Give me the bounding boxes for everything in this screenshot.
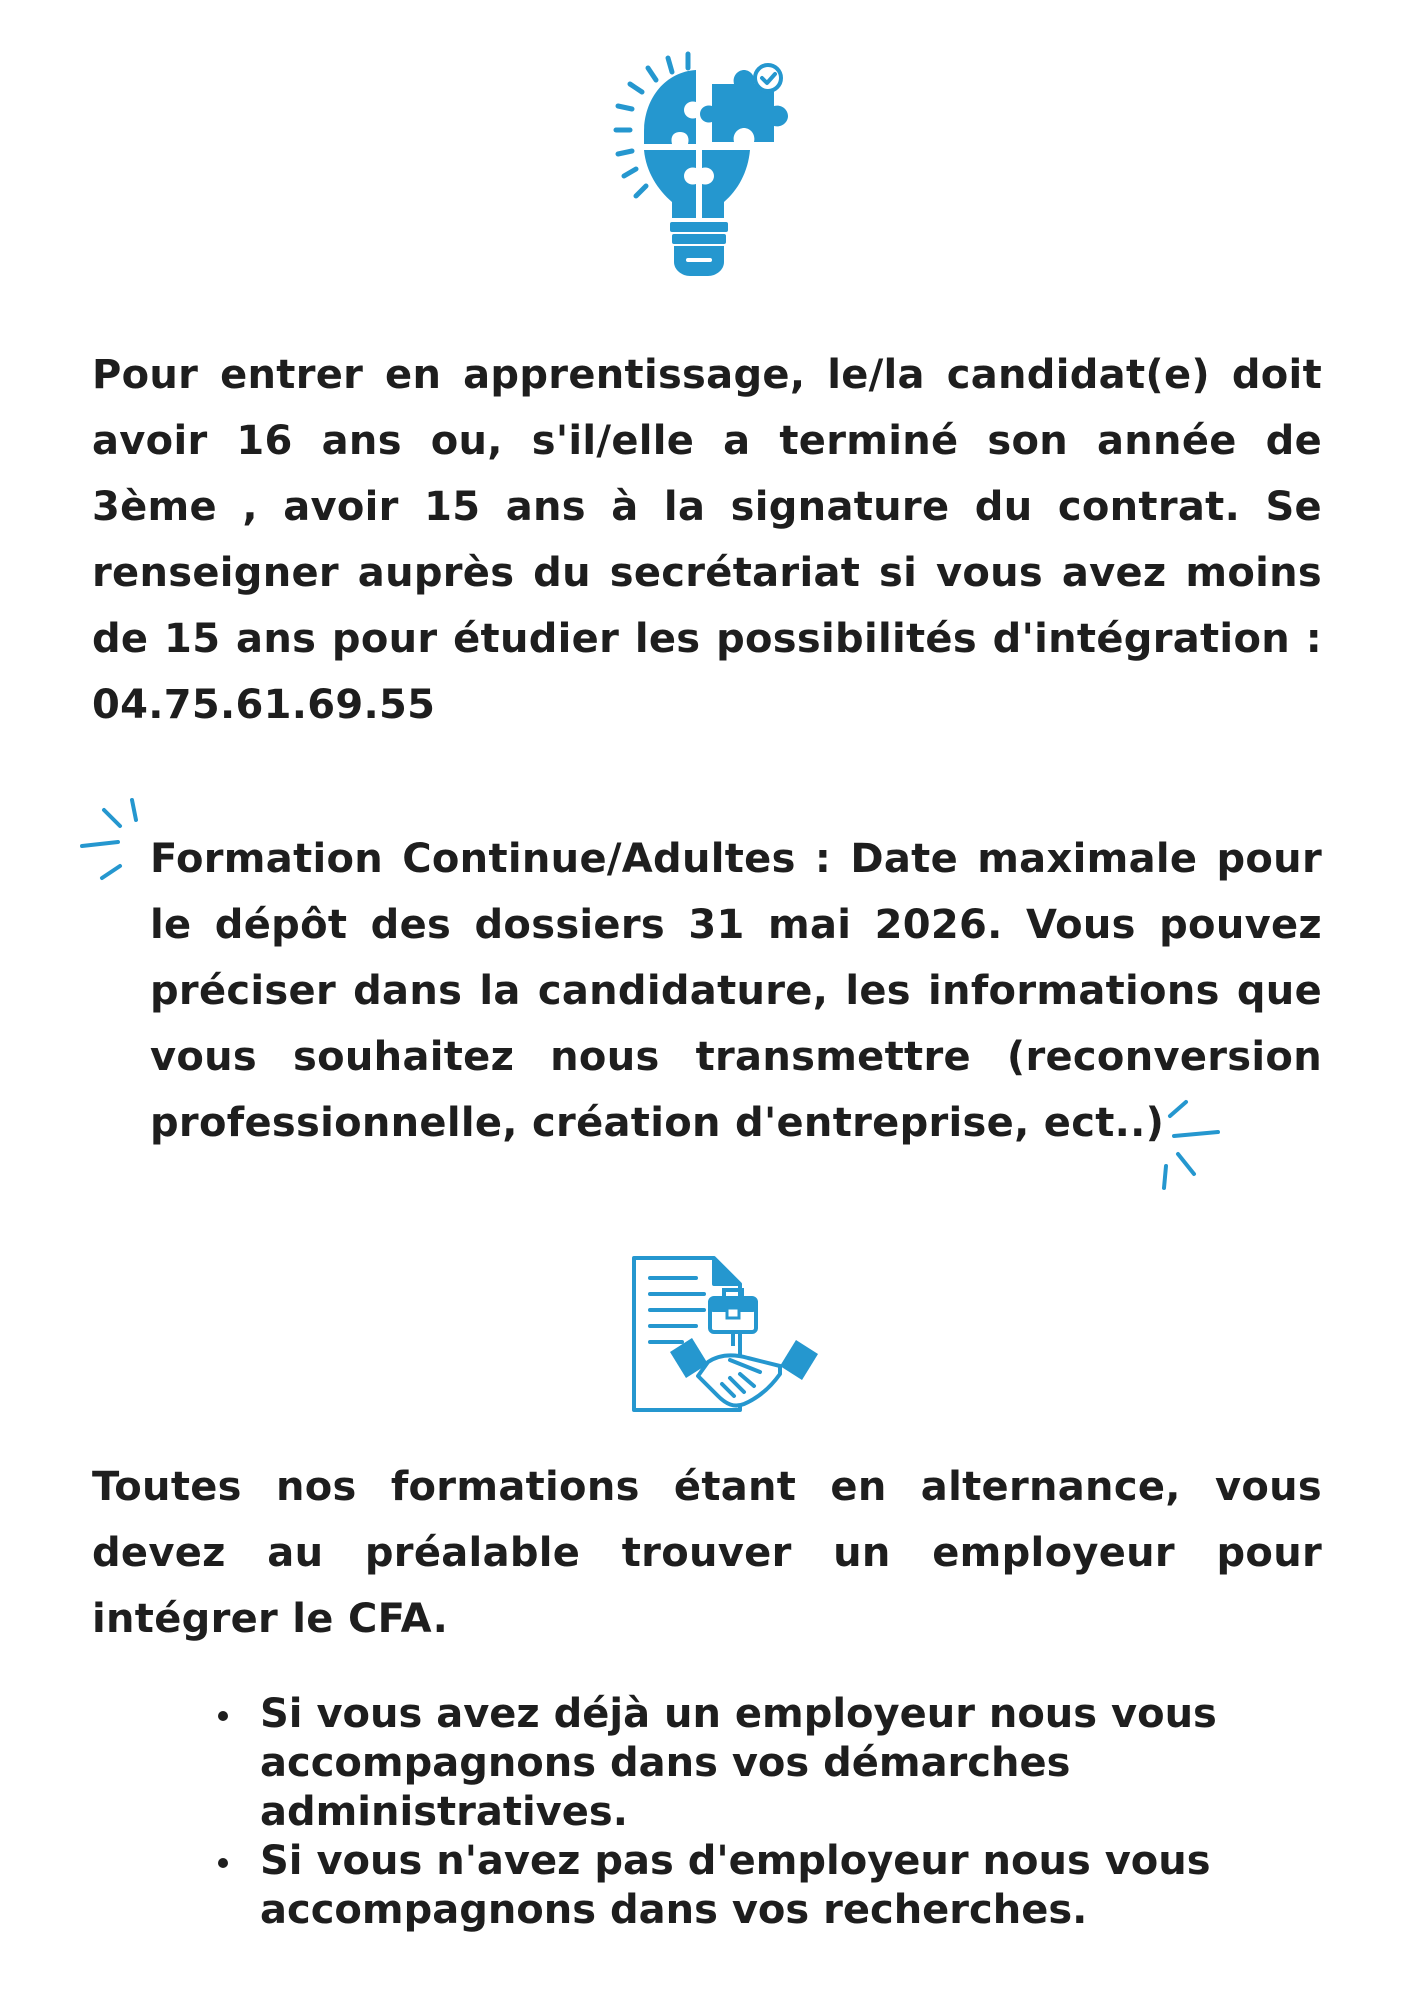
contract-handshake-icon (630, 1254, 822, 1416)
list-item (210, 1837, 1320, 1935)
list-item (210, 1690, 1320, 1837)
alternance-paragraph: Toutes nos formations étant en alternance, vous devez au préalable trouver un employeur pour intégrer le CFA. (92, 1464, 1322, 1642)
list-item-text: Si vous avez déjà un employeur nous vous accompagnons dans vos démarches administratives. (260, 1691, 1217, 1835)
lightbulb-puzzle-icon (612, 48, 806, 278)
intro-paragraph: Pour entrer en apprentissage, le/la candidat(e) doit avoir 16 ans ou, s'il/elle a terminé son année de 3ème , avoir 15 ans à la signature du contrat. Se renseigner auprès du secrétariat si vous avez moins de 15 ans pour étudier les possibilités d'intégration : 04.75.61.69.55 (92, 352, 1322, 728)
list-item-text: Si vous n'avez pas d'employeur nous vous accompagnons dans vos recherches. (260, 1838, 1211, 1933)
bullet-list (210, 1690, 1320, 1935)
formation-continue-paragraph: Formation Continue/Adultes : Date maximale pour le dépôt des dossiers 31 mai 2026. Vous pouvez préciser dans la candidature, les informations que vous souhaitez nous transmettre (reconversion professionnelle, création d'entreprise, ect..) (150, 836, 1322, 1146)
bullet-dot (218, 1858, 228, 1868)
bullet-dot (218, 1711, 228, 1721)
sparkle-lines-icon (1152, 1094, 1224, 1190)
sparkle-lines-icon (78, 796, 138, 888)
